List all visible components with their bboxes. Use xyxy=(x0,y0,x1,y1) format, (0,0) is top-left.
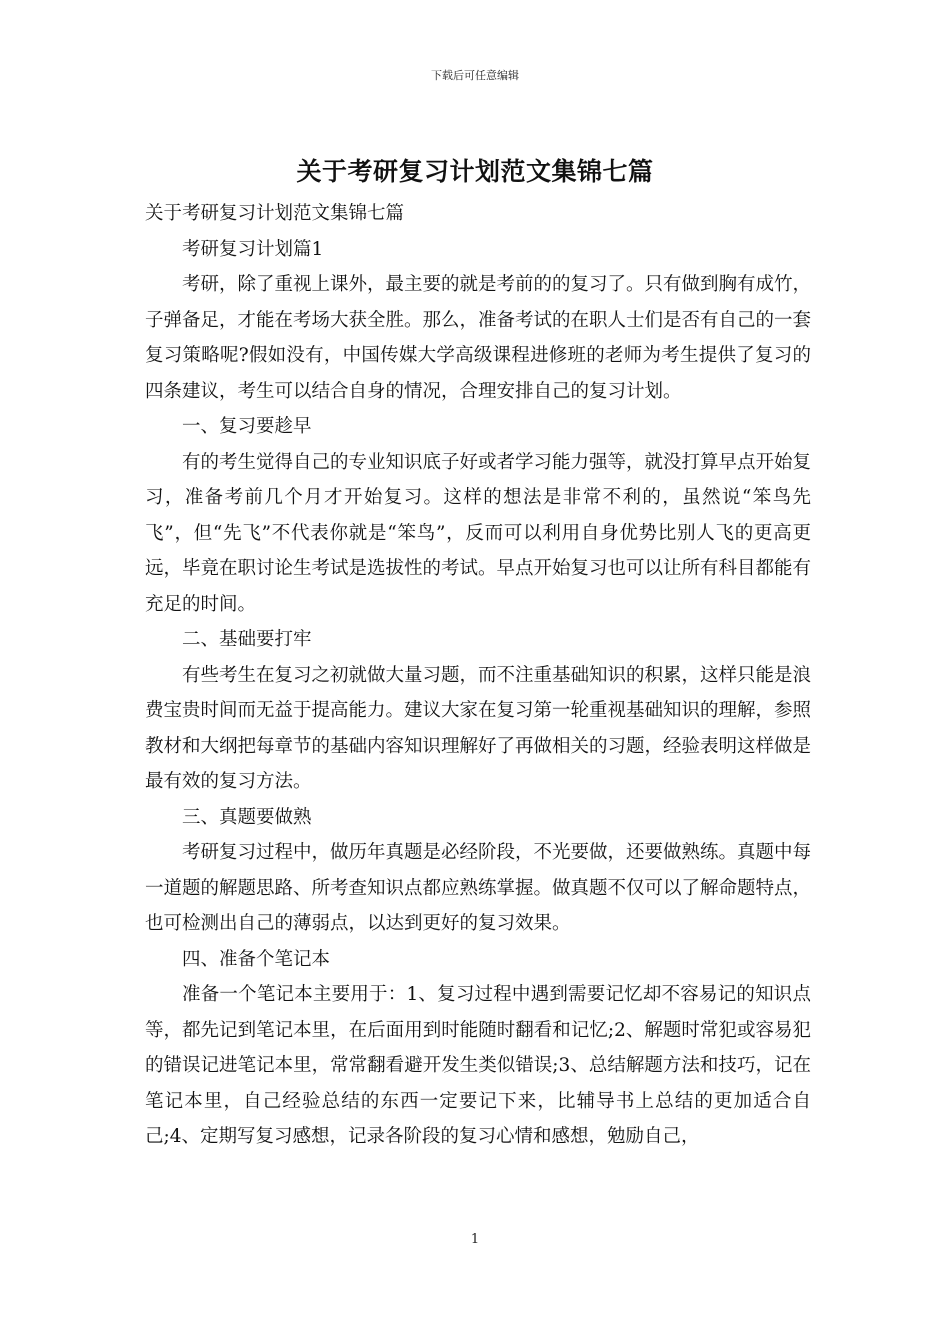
body-paragraph: 准备一个笔记本主要用于：1、复习过程中遇到需要记忆却不容易记的知识点等，都先记到笔记本里，在后面用到时能随时翻看和记忆;2、解题时常犯或容易犯的错误记进笔记本里，常常翻看避开发生类似错误;3、总结解题方法和技巧，记在笔记本里，自己经验总结的东西一定要记下来，比辅导书上总结的更加适合自己;4、定期写复习感想，记录各阶段的复习心情和感想，勉励自己， xyxy=(145,984,811,1147)
body-paragraph: 有的考生觉得自己的专业知识底子好或者学习能力强等，就没打算早点开始复习，准备考前几个月才开始复习。这样的想法是非常不利的，虽然说“笨鸟先飞”，但“先飞”不代表你就是“笨鸟”，反而可以利用自身优势比别人飞的更高更远，毕竟在职讨论生考试是选拔性的考试。早点开始复习也可以让所有科目都能有充足的时间。 xyxy=(145,451,812,615)
section-heading: 二、基础要打牢 xyxy=(182,629,312,650)
section-heading: 考研复习计划篇1 xyxy=(182,238,324,260)
subtitle-line: 关于考研复习计划范文集锦七篇 xyxy=(145,203,405,224)
page-number: 1 xyxy=(470,1232,480,1247)
body-paragraph: 有些考生在复习之初就做大量习题，而不注重基础知识的积累，这样只能是浪费宝贵时间而无益于提高能力。建议大家在复习第一轮重视基础知识的理解，参照教材和大纲把每章节的基础内容知识理解好了再做相关的习题，经验表明这样做是最有效的复习方法。 xyxy=(145,664,812,792)
section-heading: 四、准备个笔记本 xyxy=(182,948,331,970)
header-note: 下载后可任意编辑 xyxy=(431,69,519,82)
document-body xyxy=(145,196,811,1155)
document-title: 关于考研复习计划范文集锦七篇 xyxy=(296,157,654,186)
body-paragraph: 考研复习过程中，做历年真题是必经阶段，不光要做，还要做熟练。真题中每一道题的解题思路、所考查知识点都应熟练掌握。做真题不仅可以了解命题特点，也可检测出自己的薄弱点，以达到更好的复习效果。 xyxy=(145,842,812,934)
body-paragraph: 考研，除了重视上课外，最主要的就是考前的的复习了。只有做到胸有成竹，子弹备足，才能在考场大获全胜。那么，准备考试的在职人士们是否有自己的一套复习策略呢?假如没有，中国传媒大学高级课程进修班的老师为考生提供了复习的四条建议，考生可以结合自身的情况，合理安排自己的复习计划。 xyxy=(145,274,812,402)
section-heading: 一、复习要趁早 xyxy=(182,416,312,437)
section-heading: 三、真题要做熟 xyxy=(182,806,312,828)
